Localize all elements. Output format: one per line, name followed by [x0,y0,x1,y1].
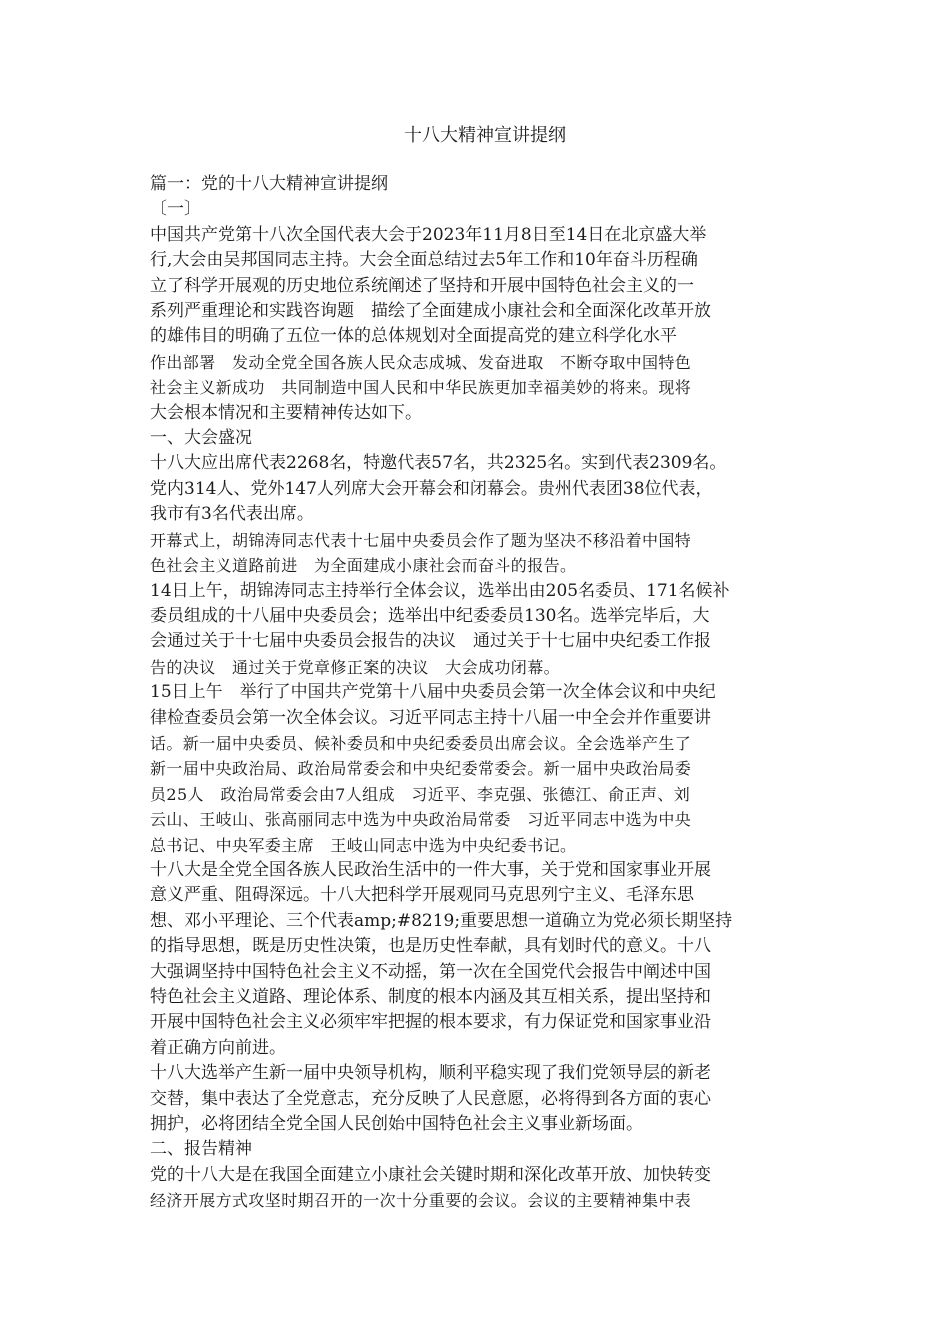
text-line: 会通过关于十七届中央委员会报告的决议 通过关于十七届中央纪委工作报 [150,631,711,652]
text-line: 开幕式上，胡锦涛同志代表十七届中央委员会作了题为坚决不移沿着中国特 [150,530,692,550]
text-line: 的雄伟目的明确了五位一体的总体规划对全面提高党的建立科学化水平 [150,326,677,347]
text-line: 云山、王岐山、张高丽同志中选为中央政治局常委 习近平同志中选为中央 [150,810,692,830]
text-line: 员25人 政治局常委会由7人组成 习近平、李克强、张德江、俞正声、刘 [150,784,691,804]
text-line: 系列严重理论和实践咨询题 描绘了全面建成小康社会和全面深化改革开放 [150,301,711,322]
text-line: 经济开展方式攻坚时期召开的一次十分重要的会议。会议的主要精神集中表 [150,1191,692,1211]
document-page [150,122,810,1214]
text-line: 委员组成的十八届中央委员会；选举出中纪委委员130名。选举完毕后，大 [150,605,710,626]
text-line: 14日上午，胡锦涛同志主持举行全体会议，选举出由205名委员、171名候补 [150,580,730,601]
text-line: 新一届中央政治局、政治局常委会和中央纪委常委会。新一届中央政治局委 [150,759,692,779]
text-line: 十八大选举产生新一届中央领导机构，顺利平稳实现了我们党领导层的新老 [150,1063,711,1084]
text-line: 我市有3名代表出席。 [150,504,314,525]
text-line: 拥护，必将团结全党全国人民创始中国特色社会主义事业新场面。 [150,1114,643,1135]
text-line: 十八大是全党全国各族人民政治生活中的一件大事，关于党和国家事业开展 [150,859,711,880]
text-line: 色社会主义道路前进 为全面建成小康社会而奋斗的报告。 [150,556,577,576]
text-line: 大强调坚持中国特色社会主义不动摇，第一次在全国党代会报告中阐述中国 [150,961,711,982]
text-line: 行,大会由吴邦国同志主持。大会全面总结过去5年工作和10年奋斗历程确 [150,250,698,271]
text-line: 社会主义新成功 共同制造中国人民和中华民族更加幸福美妙的将来。现将 [150,378,692,398]
text-line: 党内314人、党外147人列席大会开幕会和闭幕会。贵州代表团38位代表， [150,478,713,499]
document-body [150,172,810,1214]
section-heading: 篇一：党的十八大精神宣讲提纲 [150,174,388,194]
section-number: 〔一〕 [150,199,201,220]
section-heading: 一、大会盛况 [150,428,252,449]
document-title: 十八大精神宣讲提纲 [404,125,566,146]
text-line: 总书记、中央军委主席 王岐山同志中选为中央纪委书记。 [150,835,577,855]
text-line: 着正确方向前进。 [150,1037,286,1058]
section-heading: 二、报告精神 [150,1139,252,1160]
text-line: 交替，集中表达了全党意志，充分反映了人民意愿，必将得到各方面的衷心 [150,1088,711,1109]
text-line: 作出部署 发动全党全国各族人民众志成城、发奋进取 不断夺取中国特色 [150,352,692,372]
text-line: 中国共产党第十八次全国代表大会于2023年11月8日至14日在北京盛大举 [150,224,707,245]
text-line: 十八大应出席代表2268名，特邀代表57名，共2325名。实到代表2309名。 [150,453,727,474]
text-line: 告的决议 通过关于党章修正案的决议 大会成功闭幕。 [150,657,561,677]
text-line: 15日上午 举行了中国共产党第十八届中央委员会第一次全体会议和中央纪 [150,682,716,703]
text-line: 律检查委员会第一次全体会议。习近平同志主持十八届一中全会并作重要讲 [150,707,711,728]
text-line: 特色社会主义道路、理论体系、制度的根本内涵及其互相关系，提出坚持和 [150,987,711,1007]
text-line: 开展中国特色社会主义必须牢牢把握的根本要求，有力保证党和国家事业沿 [150,1012,711,1033]
text-line: 的指导思想，既是历史性决策，也是历史性奉献，具有划时代的意义。十八 [150,936,711,957]
text-line: 党的十八大是在我国全面建立小康社会关键时期和深化改革开放、加快转变 [150,1164,711,1185]
text-line: 想、邓小平理论、三个代表amp;#8219;重要思想一道确立为党必须长期坚持 [150,910,733,931]
text-line: 立了科学开展观的历史地位系统阐述了坚持和开展中国特色社会主义的一 [150,275,694,296]
text-line: 意义严重、阻碍深远。十八大把科学开展观同马克思列宁主义、毛泽东思 [150,885,694,906]
text-line: 大会根本情况和主要精神传达如下。 [150,402,422,423]
text-line: 话。新一届中央委员、候补委员和中央纪委委员出席会议。全会选举产生了 [150,733,692,753]
